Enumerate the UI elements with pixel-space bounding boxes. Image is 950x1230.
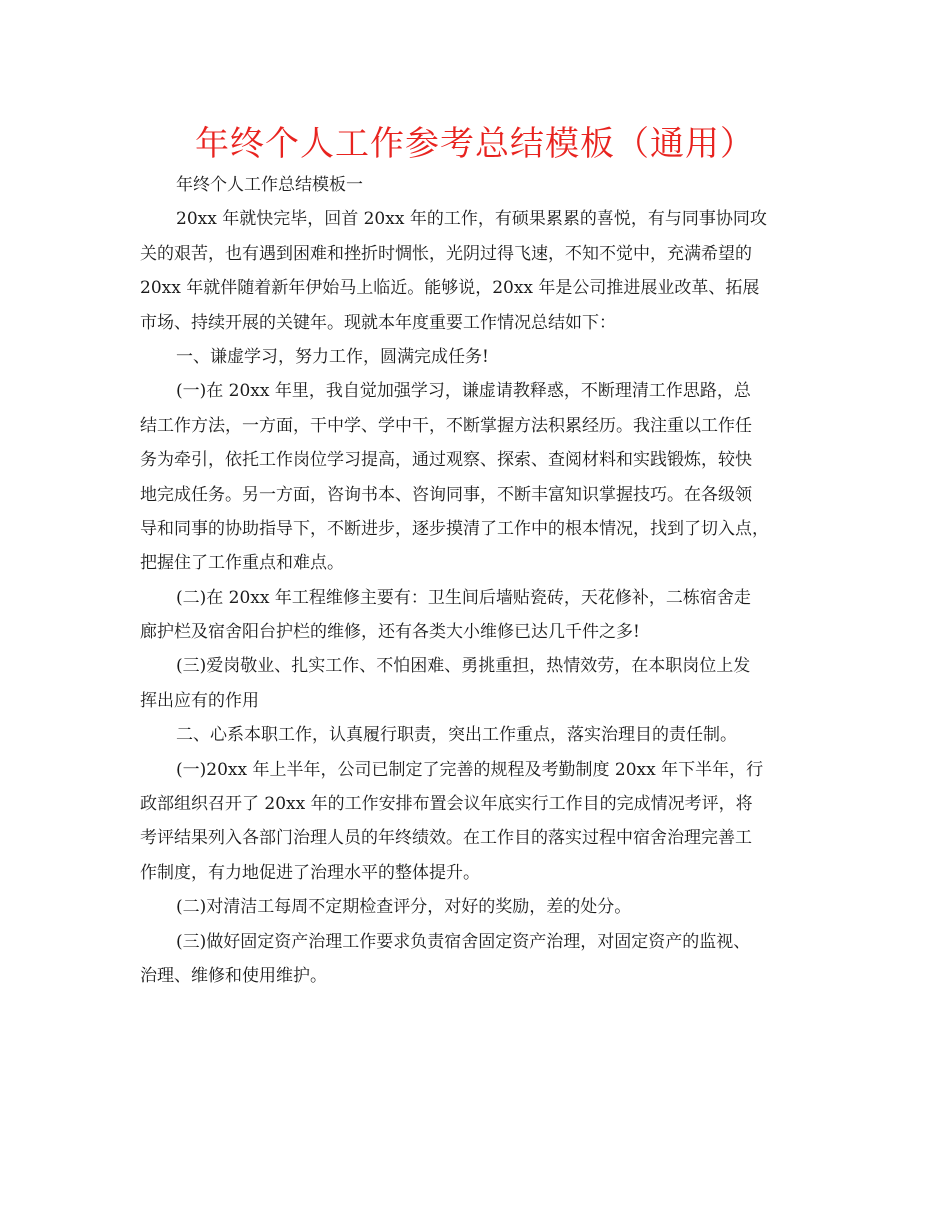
document-title: 年终个人工作参考总结模板（通用） (195, 124, 755, 164)
body-line: 二、心系本职工作，认真履行职责，突出工作重点，落实治理目的责任制。 (176, 725, 737, 746)
body-line: 考评结果列入各部门治理人员的年终绩效。在工作目的落实过程中宿舍治理完善工 (140, 828, 752, 849)
body-line: (二)在 20xx 年工程维修主要有：卫生间后墙贴瓷砖，天花修补，二栋宿舍走 (176, 587, 751, 608)
body-line: 务为牵引，依托工作岗位学习提高，通过观察、探索、查阅材料和实践锻炼，较快 (140, 450, 752, 471)
body-line: (三)爱岗敬业、扎实工作、不怕困难、勇挑重担，热情效劳，在本职岗位上发 (176, 656, 751, 677)
body-line: 20xx 年就伴随着新年伊始马上临近。能够说，20xx 年是公司推进展业改革、拓展 (140, 278, 760, 299)
body-line: 地完成任务。另一方面，咨询书本、咨询同事，不断丰富知识掌握技巧。在各级领 (140, 484, 752, 505)
body-line: (二)对清洁工每周不定期检查评分，对好的奖励，差的处分。 (176, 897, 632, 918)
body-line: 廊护栏及宿舍阳台护栏的维修，还有各类大小维修已达几千件之多! (140, 622, 640, 643)
body-line: 政部组织召开了 20xx 年的工作安排布置会议年底实行工作目的完成情况考评，将 (140, 794, 753, 815)
body-line: (一)在 20xx 年里，我自觉加强学习，谦虚请教释惑，不断理清工作思路，总 (176, 381, 751, 402)
body-line: 治理、维修和使用维护。 (140, 965, 327, 986)
body-line: 20xx 年就快完毕，回首 20xx 年的工作，有硕果累累的喜悦，有与同事协同攻 (176, 209, 767, 230)
body-line: (三)做好固定资产治理工作要求负责宿舍固定资产治理，对固定资产的监视、 (176, 931, 751, 952)
body-line: 挥出应有的作用 (140, 690, 259, 711)
body-line: 把握住了工作重点和难点。 (140, 553, 344, 574)
body-line: 一、谦虚学习，努力工作，圆满完成任务! (176, 346, 489, 367)
body-line: 作制度，有力地促进了治理水平的整体提升。 (140, 862, 480, 883)
body-line: 结工作方法，一方面，干中学、学中干，不断掌握方法积累经历。我注重以工作任 (140, 415, 752, 436)
body-line: (一)20xx 年上半年，公司已制定了完善的规程及考勤制度 20xx 年下半年，行 (176, 759, 764, 780)
body-line: 年终个人工作总结模板一 (176, 175, 363, 195)
body-line: 导和同事的协助指导下，不断进步，逐步摸清了工作中的根本情况，找到了切入点， (140, 518, 769, 539)
body-line: 关的艰苦，也有遇到困难和挫折时惆怅，光阴过得飞速，不知不觉中，充满希望的 (140, 243, 752, 264)
document-body (140, 168, 830, 993)
body-line: 市场、持续开展的关键年。现就本年度重要工作情况总结如下： (140, 312, 616, 333)
